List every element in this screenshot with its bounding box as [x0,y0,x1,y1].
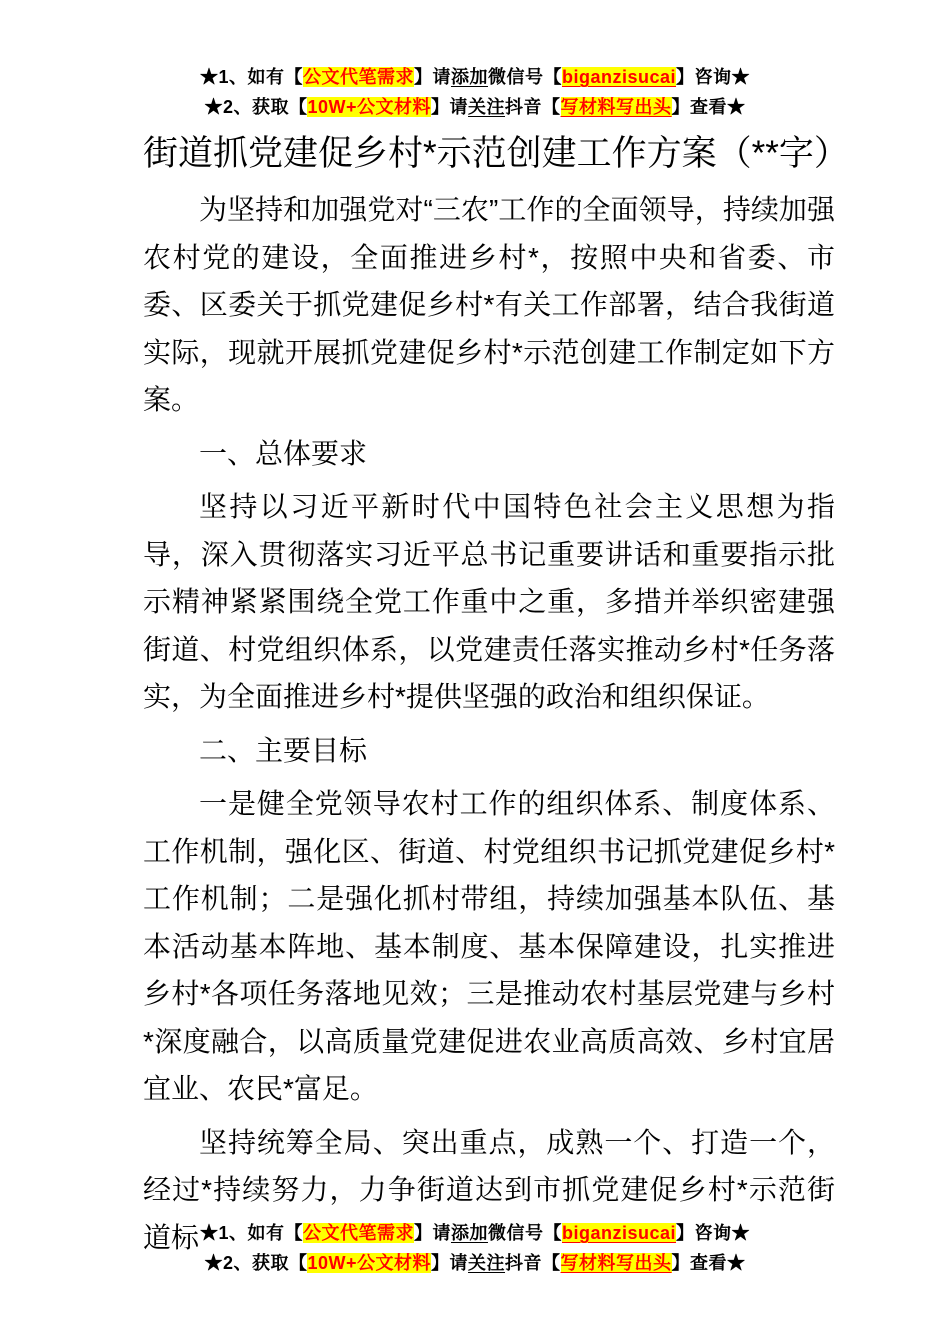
banner-text: 添加 [450,1223,488,1243]
banner-text: ★1、如有【 [199,67,303,87]
paragraph: 坚持统筹全局、突出重点，成熟一个、打造一个，经过*持续努力，力争街道达到市抓党建促乡村*示范街道标 [143,1126,835,1253]
banner-text: 】请 [413,1223,451,1243]
document-content [143,128,849,1261]
section-heading: 二、主要目标 [199,734,368,766]
banner-text: 微信号【 [487,67,562,87]
banner-line [0,1248,950,1278]
highlighted-promo-text: biganzisucai [561,67,677,87]
header-promo-banner [0,62,950,122]
banner-text: 关注 [468,97,506,117]
highlighted-promo-text: 写材料写出头 [560,1253,672,1273]
banner-text: 微信号【 [487,1223,562,1243]
highlighted-promo-text: 10W+公文材料 [307,97,432,117]
banner-text: 】请 [413,67,451,87]
banner-text: 】查看★ [671,1253,746,1273]
banner-text: ★2、获取【 [204,97,308,117]
banner-text: 添加 [450,67,488,87]
paragraph: 为坚持和加强党对“三农”工作的全面领导，持续加强农村党的建设，全面推进乡村*，按照中央和省委、市委、区委关于抓党建促乡村*有关工作部署，结合我街道实际，现就开展抓党建促乡村*示范创建工作制定如下方案。 [143,194,835,415]
banner-text: 】查看★ [671,97,746,117]
banner-line [0,92,950,122]
highlighted-promo-text: biganzisucai [561,1223,677,1243]
section-heading: 一、总体要求 [199,437,368,469]
banner-text: 】咨询★ [676,67,751,87]
highlighted-promo-text: 公文代笔需求 [302,1223,414,1243]
highlighted-promo-text: 写材料写出头 [560,97,672,117]
banner-text: 】请 [431,97,469,117]
banner-text: 抖音【 [505,97,561,117]
document-title: 街道抓党建促乡村*示范创建工作方案（**字） [143,134,849,173]
banner-text: 】咨询★ [676,1223,751,1243]
banner-text: 】请 [431,1253,469,1273]
banner-line [0,1218,950,1248]
banner-text: ★2、获取【 [204,1253,308,1273]
highlighted-promo-text: 10W+公文材料 [307,1253,432,1273]
banner-text: 关注 [468,1253,506,1273]
banner-line [0,62,950,92]
footer-promo-banner [0,1218,950,1278]
banner-text: 抖音【 [505,1253,561,1273]
highlighted-promo-text: 公文代笔需求 [302,67,414,87]
banner-text: ★1、如有【 [199,1223,303,1243]
paragraph: 坚持以习近平新时代中国特色社会主义思想为指导，深入贯彻落实习近平总书记重要讲话和重要指示批示精神紧紧围绕全党工作重中之重，多措并举织密建强街道、村党组织体系，以党建责任落实推动乡村*任务落实，为全面推进乡村*提供坚强的政治和组织保证。 [143,491,835,712]
paragraph: 一是健全党领导农村工作的组织体系、制度体系、工作机制，强化区、街道、村党组织书记抓党建促乡村*工作机制；二是强化抓村带组，持续加强基本队伍、基本活动基本阵地、基本制度、基本保障建设，扎实推进乡村*各项任务落地见效；三是推动农村基层党建与乡村*深度融合，以高质量党建促进农业高质高效、乡村宜居宜业、农民*富足。 [143,788,835,1104]
document-body [143,186,835,1261]
